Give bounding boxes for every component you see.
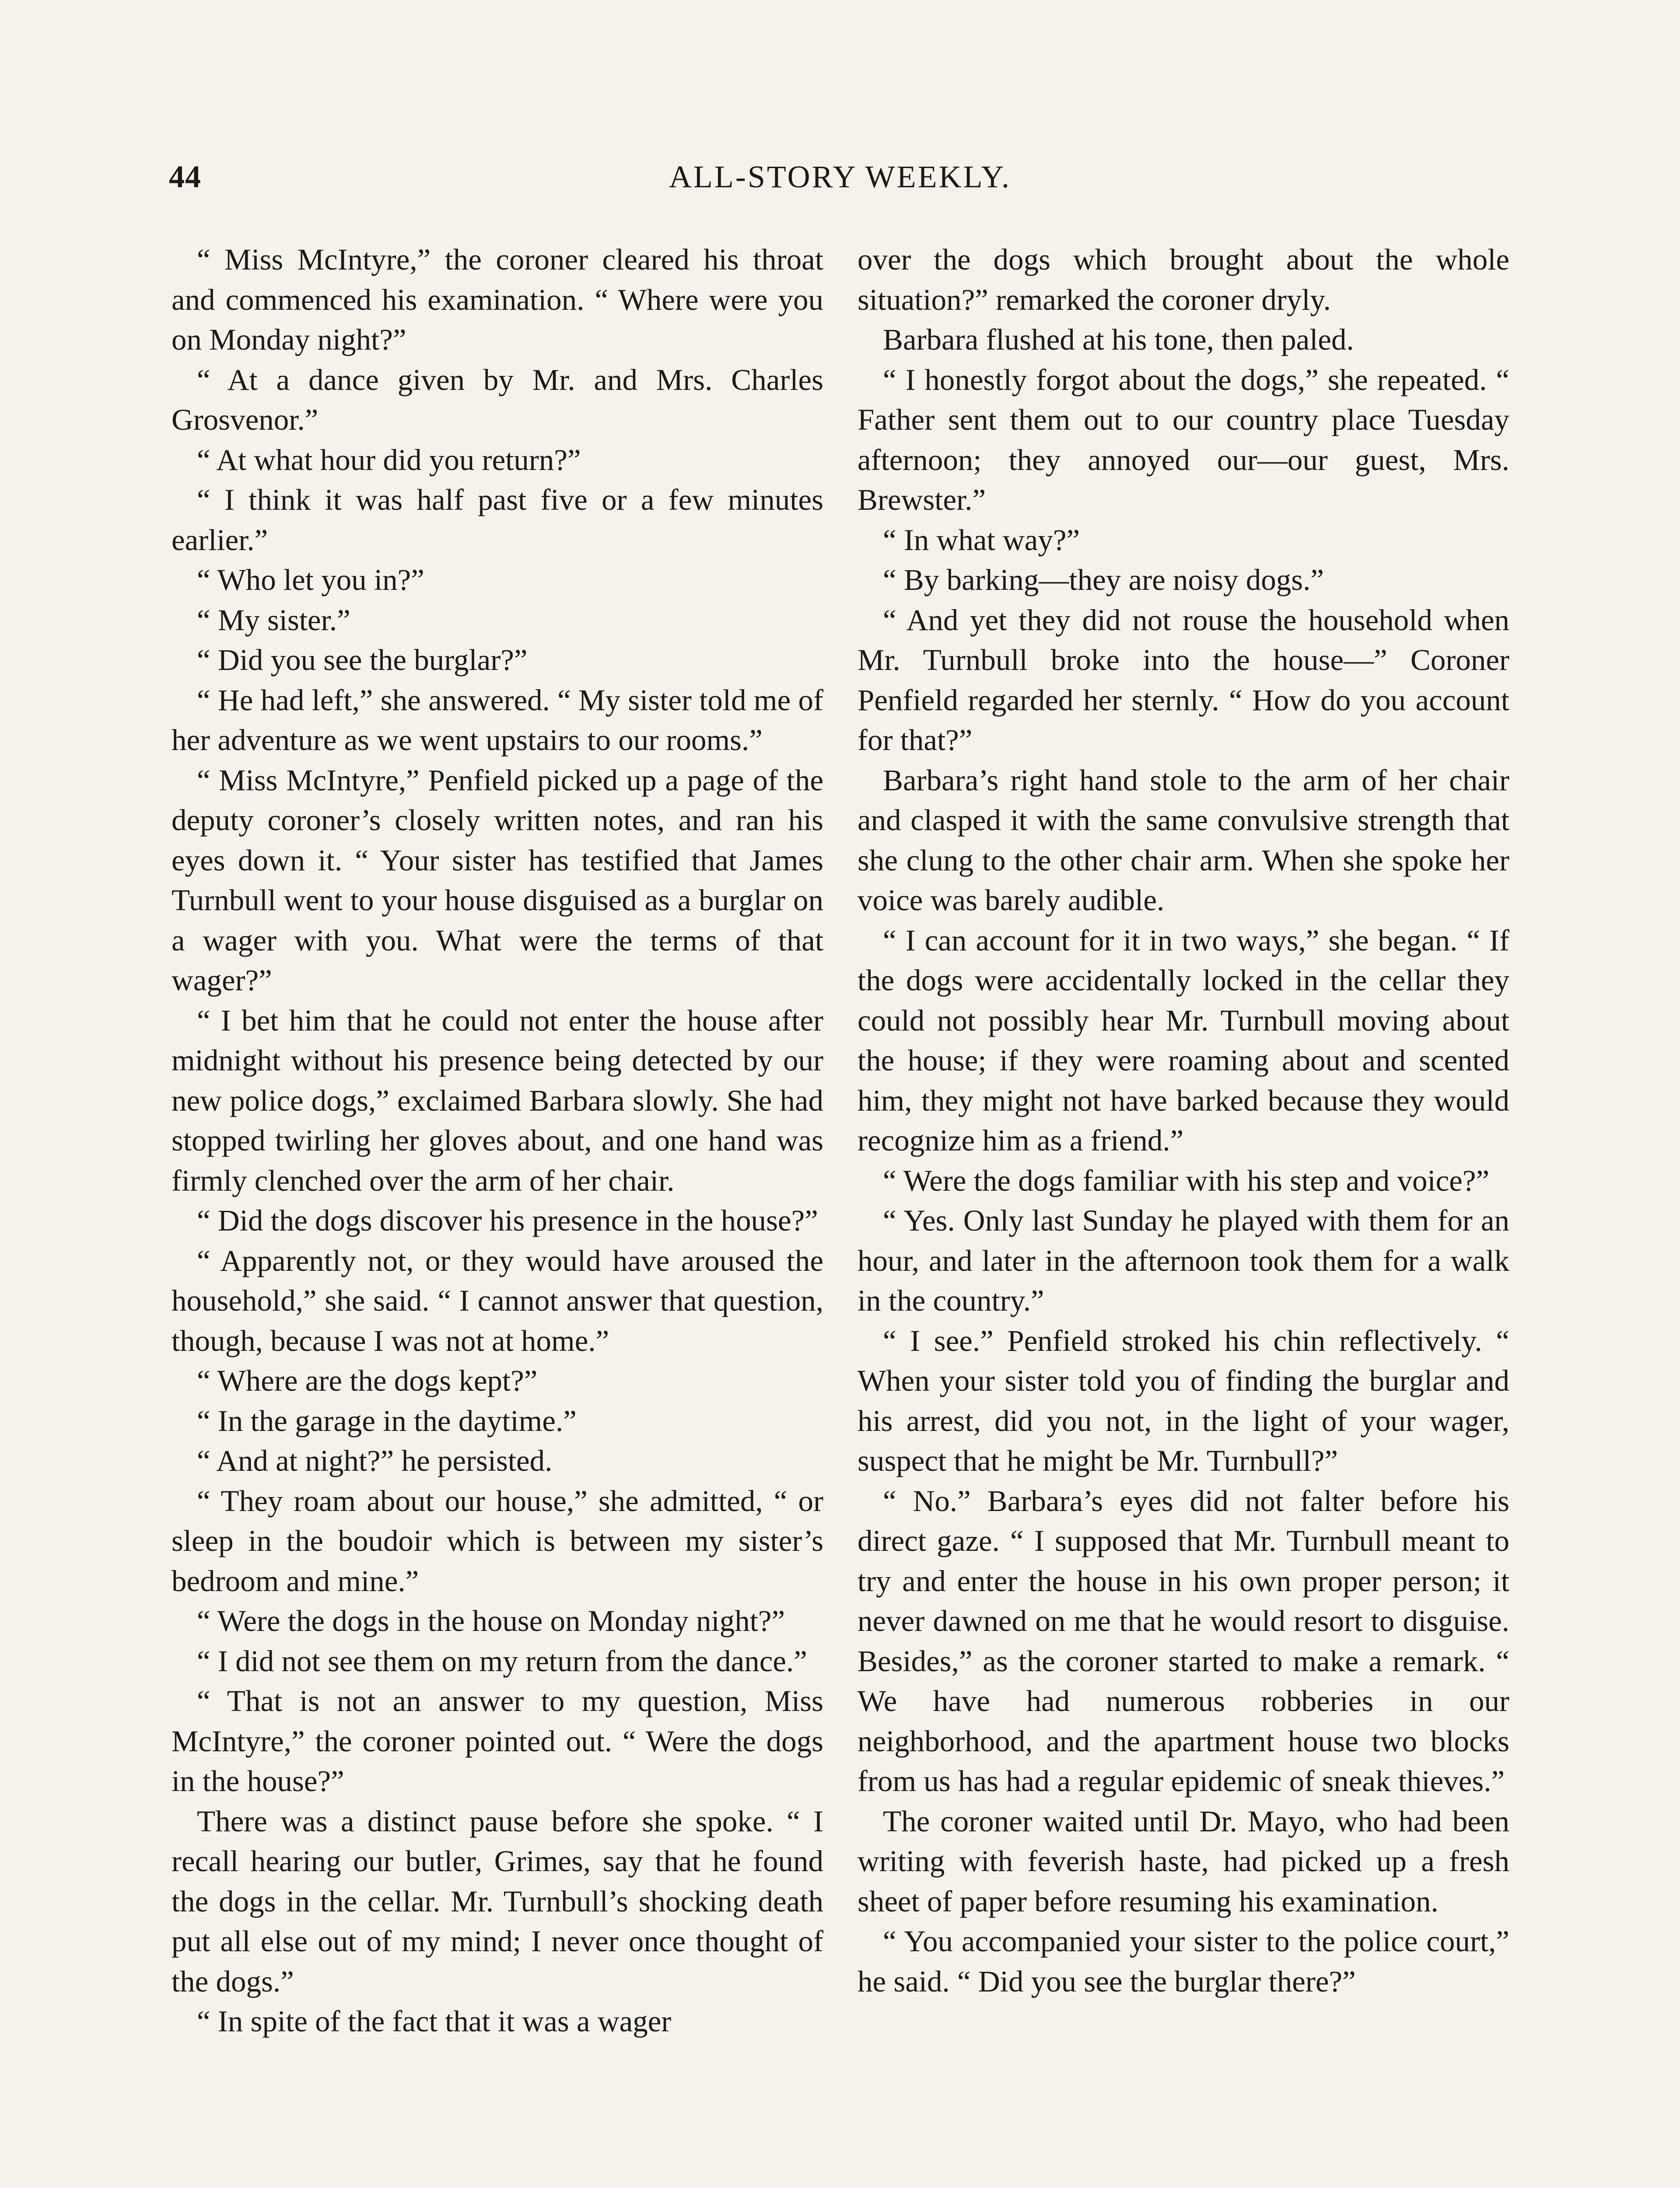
paragraph: “ Where are the dogs kept?” xyxy=(197,1364,538,1397)
paragraph: “ In spite of the fact that it was a wager xyxy=(197,2005,672,2038)
paragraph: “ And at night?” he persisted. xyxy=(197,1444,553,1477)
paragraph: “ I bet him that he could not enter the house after midnight without his presence being detected by our new police dogs,” exclaimed Barbara slowly. She had stopped twirling her gloves about, and one hand was firmly clenched over the arm of her chair. xyxy=(172,1003,823,1197)
paragraph: “ My sister.” xyxy=(197,603,350,637)
paragraph: “ Did the dogs discover his presence in the house?” xyxy=(197,1204,818,1237)
paragraph: “ They roam about our house,” she admitted, “ or sleep in the boudoir which is between my sister’s bedroom and mine.” xyxy=(172,1484,823,1598)
paragraph: “ And yet they did not rouse the household when Mr. Turnbull broke into the house—” Coroner Penfield regarded her sternly. “ How do you account for that?” xyxy=(858,603,1509,757)
paragraph: “ I honestly forgot about the dogs,” she repeated. “ Father sent them out to our country place Tuesday afternoon; they annoyed our—our guest, Mrs. Brewster.” xyxy=(858,363,1509,516)
paragraph: “ Did you see the burglar?” xyxy=(197,643,528,677)
paragraph: “ At a dance given by Mr. and Mrs. Charles Grosvenor.” xyxy=(172,363,823,436)
paragraph: “ At what hour did you return?” xyxy=(197,443,581,477)
running-head: ALL-STORY WEEKLY. xyxy=(668,159,1012,194)
paragraph: “ Were the dogs familiar with his step and voice?” xyxy=(883,1164,1490,1197)
paragraph: “ In what way?” xyxy=(883,523,1080,557)
paragraph: “ Who let you in?” xyxy=(197,563,424,596)
paragraph: “ I did not see them on my return from the dance.” xyxy=(197,1644,807,1678)
page-number: 44 xyxy=(169,159,201,194)
paragraph: “ Apparently not, or they would have aroused the household,” she said. “ I cannot answer that question, though, because I was not at home.” xyxy=(172,1244,823,1357)
paragraph: “ Miss McIntyre,” the coroner cleared his throat and commenced his examination. “ Where were you on Monday night?” xyxy=(172,243,823,356)
right-text-column xyxy=(858,240,1509,2002)
paragraph: “ I see.” Penfield stroked his chin reflectively. “ When your sister told you of finding the burglar and his arrest, did you not, in the light of your wager, suspect that he might be Mr. Turnbull?” xyxy=(858,1324,1509,1477)
paragraph: “ I can account for it in two ways,” she began. “ If the dogs were accidentally locked in the cellar they could not possibly hear Mr. Turnbull moving about the house; if they were roaming about and scented him, they might not have barked because they would recognize him as a friend.” xyxy=(858,923,1509,1157)
paragraph: There was a distinct pause before she spoke. “ I recall hearing our butler, Grimes, say that he found the dogs in the cellar. Mr. Turnbull’s shocking death put all else out of my mind; I never once thought of the dogs.” xyxy=(172,1804,823,1998)
paragraph: “ He had left,” she answered. “ My sister told me of her adventure as we went upstairs to our rooms.” xyxy=(172,683,823,757)
paragraph: “ I think it was half past five or a few minutes earlier.” xyxy=(172,483,823,557)
paragraph: “ No.” Barbara’s eyes did not falter before his direct gaze. “ I supposed that Mr. Turnbull meant to try and enter the house in his own proper person; it never dawned on me that he would resort to disguise. Besides,” as the coroner started to make a remark. “ We have had numerous robberies in our neighborhood, and the apartment house two blocks from us has had a regular epidemic of sneak thieves.” xyxy=(858,1484,1509,1798)
paragraph: “ By barking—they are noisy dogs.” xyxy=(883,563,1324,596)
paragraph: “ You accompanied your sister to the police court,” he said. “ Did you see the burglar there?” xyxy=(858,1925,1509,1998)
paragraph: The coroner waited until Dr. Mayo, who had been writing with feverish haste, had picked up a fresh sheet of paper before resuming his examination. xyxy=(858,1804,1509,1918)
paragraph: “ That is not an answer to my question, Miss McIntyre,” the coroner pointed out. “ Were the dogs in the house?” xyxy=(172,1684,823,1798)
paragraph: Barbara’s right hand stole to the arm of her chair and clasped it with the same convulsive strength that she clung to the other chair arm. When she spoke her voice was barely audible. xyxy=(858,763,1509,917)
paragraph: Barbara flushed at his tone, then paled. xyxy=(883,323,1354,356)
left-text-column xyxy=(172,240,823,2042)
paragraph: “ In the garage in the daytime.” xyxy=(197,1404,577,1438)
paragraph: “ Miss McIntyre,” Penfield picked up a page of the deputy coroner’s closely written notes, and ran his eyes down it. “ Your sister has testified that James Turnbull went to your house disguised as a burglar on a wager with you. What were the terms of that wager?” xyxy=(172,763,823,997)
paragraph: “ Were the dogs in the house on Monday night?” xyxy=(197,1604,785,1637)
paragraph: “ Yes. Only last Sunday he played with them for an hour, and later in the afternoon took them for a walk in the country.” xyxy=(858,1204,1509,1317)
paragraph: over the dogs which brought about the whole situation?” remarked the coroner dryly. xyxy=(858,243,1509,316)
